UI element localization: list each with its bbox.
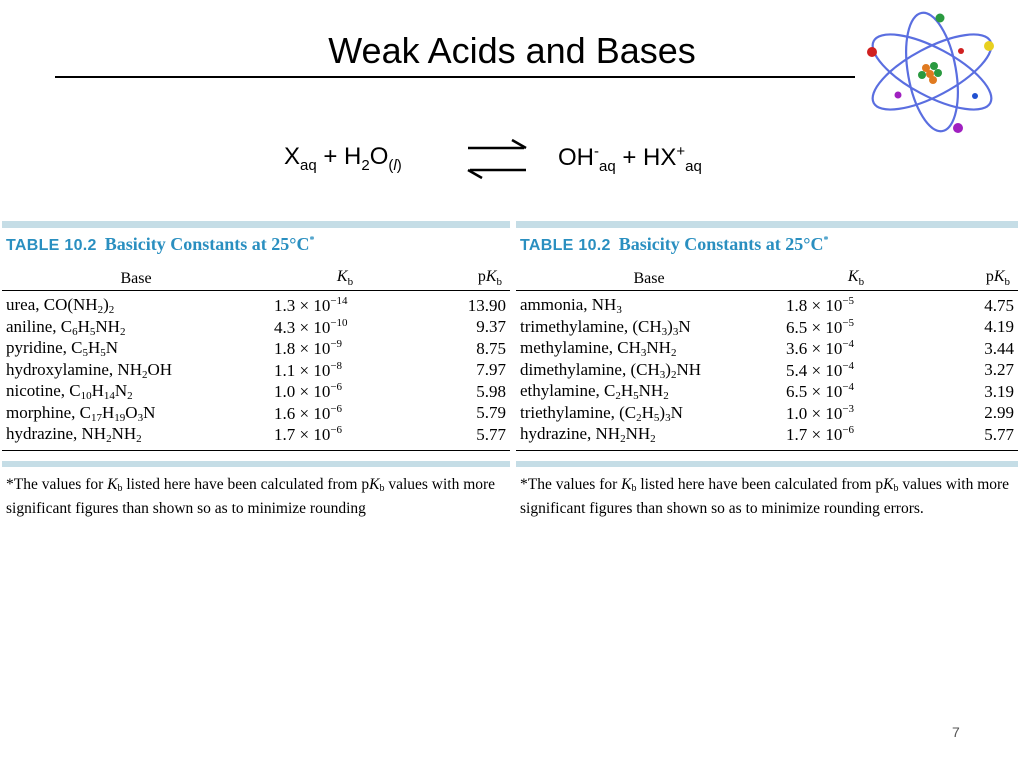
- cell-base: ethylamine, $C_2H_5NH_2$: [520, 381, 669, 403]
- cell-pkb: 13.90: [467, 295, 506, 315]
- equation-products: $OH^-_{aq} + HX^+_{aq}$: [558, 143, 702, 175]
- column-header-kb: $K_b$: [336, 267, 354, 288]
- table-heading: [516, 228, 1018, 260]
- table-row: [516, 360, 1018, 382]
- cell-base: pyridine, $C_5H_5N$: [6, 338, 119, 360]
- cell-kb: $6.5 \times 10^{-5}$: [786, 316, 855, 337]
- basicity-table-left: [2, 221, 510, 519]
- cell-pkb: 4.75: [984, 295, 1014, 315]
- table-row: [2, 338, 510, 360]
- cell-kb: $1.7 \times 10^{-6}$: [786, 424, 855, 445]
- cell-pkb: 3.19: [984, 381, 1014, 401]
- equilibrium-arrows-icon: [462, 136, 532, 184]
- table-top-band: [516, 221, 1018, 228]
- table-row: [2, 424, 510, 446]
- cell-base: hydrazine, $NH_2NH_2$: [520, 424, 656, 446]
- table-row: [2, 360, 510, 382]
- table-column-headers: [516, 262, 1018, 291]
- table-footnote: *The values for $K_b$ listed here have been calculated from $pK_b$ values with more significant figures than shown so as to minimize rounding errors.: [520, 475, 1010, 517]
- table-number: TABLE 10.2: [520, 237, 611, 254]
- table-row: [516, 338, 1018, 360]
- basicity-table-right: [516, 221, 1018, 519]
- table-row: [2, 295, 510, 317]
- cell-base: nicotine, $C_{10}H_{14}N_2$: [6, 381, 133, 403]
- table-number: TABLE 10.2: [6, 237, 97, 254]
- cell-pkb: 5.98: [476, 381, 506, 401]
- table-heading: [2, 228, 510, 260]
- column-header-kb: $K_b$: [847, 267, 865, 288]
- cell-pkb: 8.75: [476, 338, 506, 358]
- table-row: [516, 295, 1018, 317]
- cell-pkb: 3.44: [984, 338, 1014, 358]
- cell-pkb: 5.77: [476, 424, 506, 444]
- cell-kb: $1.8 \times 10^{-5}$: [786, 295, 855, 316]
- cell-kb: $1.0 \times 10^{-3}$: [786, 402, 855, 423]
- cell-base: dimethylamine, $(CH_3)_2NH$: [520, 359, 701, 381]
- cell-base: hydrazine, $NH_2NH_2$: [6, 424, 142, 446]
- table-body: [2, 295, 510, 446]
- cell-kb: $5.4 \times 10^{-4}$: [786, 359, 855, 380]
- table-footnote: *The values for $K_b$ listed here have been calculated from $pK_b$ values with more significant figures than shown so as to minimize rounding: [6, 475, 496, 517]
- table-row: [516, 424, 1018, 446]
- table-row: [2, 317, 510, 339]
- cell-pkb: 5.79: [476, 403, 506, 423]
- title-underline: [55, 76, 855, 78]
- cell-pkb: 9.37: [476, 317, 506, 337]
- atom-icon: [860, 6, 1010, 136]
- column-header-pkb: $pK_b$: [985, 267, 1010, 288]
- column-header-base: Base: [633, 270, 665, 287]
- cell-base: urea, $CO(NH_2)_2$: [6, 295, 115, 317]
- cell-kb: $1.8 \times 10^{-9}$: [274, 338, 343, 359]
- page-number: 7: [952, 724, 960, 740]
- table-row: [2, 381, 510, 403]
- table-row: [2, 403, 510, 425]
- cell-kb: $3.6 \times 10^{-4}$: [786, 338, 855, 359]
- column-header-pkb: $pK_b$: [477, 267, 502, 288]
- cell-base: methylamine, $CH_3NH_2$: [520, 338, 677, 360]
- cell-pkb: 5.77: [984, 424, 1014, 444]
- cell-base: aniline, $C_6H_5NH_2$: [6, 316, 126, 338]
- equation-reactants: $X_{aq} + H_2O_{(l)}$: [284, 143, 402, 174]
- table-caption: Basicity Constants at 25°C*: [618, 234, 829, 254]
- cell-base: trimethylamine, $(CH_3)_3N$: [520, 316, 691, 338]
- slide-title: Weak Acids and Bases: [328, 30, 696, 71]
- table-column-headers: [2, 262, 510, 291]
- cell-base: morphine, $C_{17}H_{19}O_3N$: [6, 402, 156, 424]
- cell-kb: $1.0 \times 10^{-6}$: [274, 381, 343, 402]
- cell-pkb: 3.27: [984, 360, 1014, 380]
- cell-base: hydroxylamine, $NH_2OH$: [6, 359, 173, 381]
- table-bottom-rule: [2, 450, 510, 451]
- cell-kb: $1.3 \times 10^{-14}$: [274, 295, 348, 316]
- table-bottom-rule: [516, 450, 1018, 451]
- table-caption: Basicity Constants at 25°C*: [104, 234, 315, 254]
- cell-kb: $6.5 \times 10^{-4}$: [786, 381, 855, 402]
- cell-pkb: 2.99: [984, 403, 1014, 423]
- table-row: [516, 381, 1018, 403]
- cell-pkb: 7.97: [476, 360, 506, 380]
- cell-pkb: 4.19: [984, 317, 1014, 337]
- cell-kb: $1.1 \times 10^{-8}$: [274, 359, 343, 380]
- table-row: [516, 317, 1018, 339]
- table-top-band: [2, 221, 510, 228]
- table-body: [516, 295, 1018, 446]
- table-row: [516, 403, 1018, 425]
- column-header-base: Base: [120, 270, 152, 287]
- cell-base: ammonia, $NH_3$: [520, 295, 622, 317]
- cell-kb: $1.6 \times 10^{-6}$: [274, 402, 343, 423]
- cell-base: triethylamine, $(C_2H_5)_3N$: [520, 402, 683, 424]
- cell-kb: $4.3 \times 10^{-10}$: [274, 316, 348, 337]
- cell-kb: $1.7 \times 10^{-6}$: [274, 424, 343, 445]
